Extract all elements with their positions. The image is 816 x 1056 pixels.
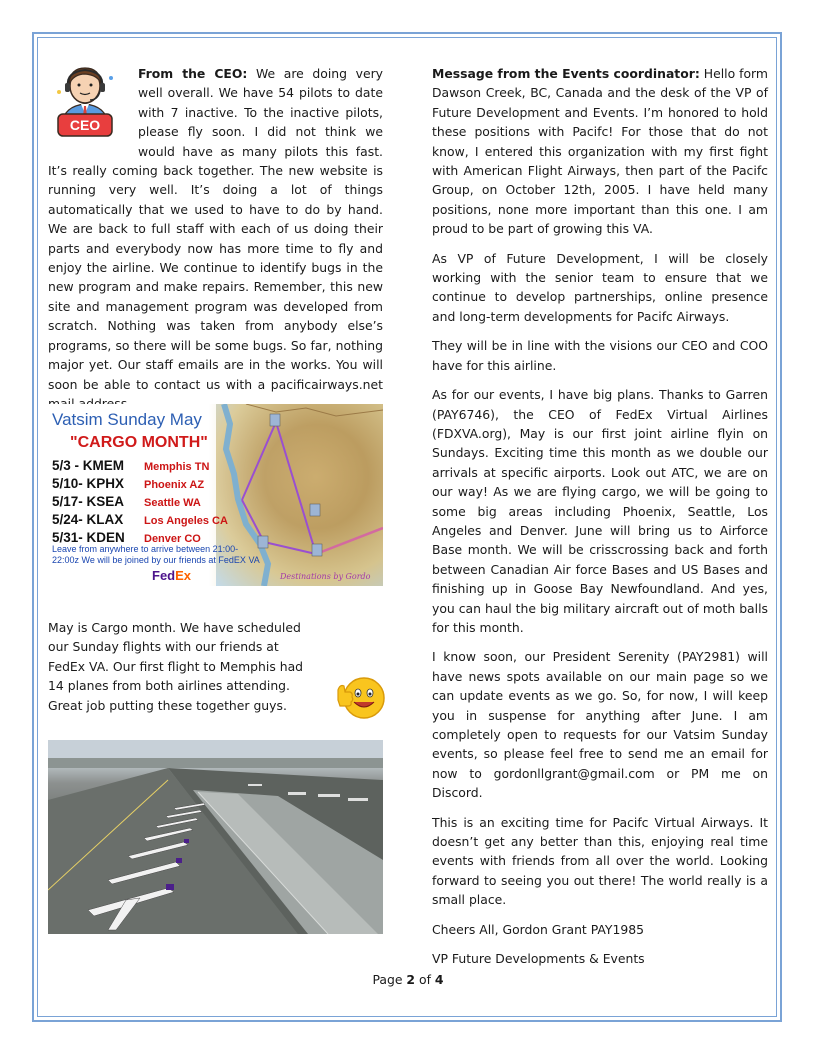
page-of: of [415, 972, 435, 987]
cargo-paragraph [48, 618, 383, 715]
events-intro-paragraph [432, 64, 768, 239]
schedule-date: 5/17- [52, 494, 83, 509]
schedule-code: KDEN [86, 530, 125, 545]
schedule-date: 5/31- [52, 530, 83, 545]
ceo-text: We are doing very well overall. We have 54 pilots to date with 7 inactive. To the inactive pilots, please fly soon. I did not think we would have as many pilots this fast. It’s really coming back together. The new website is running very well. It’s doing a lot of things automatically that we used to have to do by hand. We are back to full staff with each of us doing their parts and everybody now has more time to fly and enjoy the airline. We continue to identify bugs in the new program and make repairs. Remember, this new site and management program was developed from scratch. Nothing was taken from anybody else’s programs, so there will be some bugs. So far, nothing major yet. Our staff emails are in the works. You will soon be able to contact us with a pacificairways.net [48, 66, 383, 392]
ceo-icon [54, 64, 116, 142]
promo-title: Vatsim Sunday May [52, 410, 202, 429]
schedule-date: 5/10- [52, 476, 83, 491]
events-paragraph-4: As for our events, I have big plans. Thanks to Garren (PAY6746), the CEO of FedEx Virtual Airlines (FDXVA.org), May is our first joint airline flyin on Sundays. Exciting time this month as we double our arrivals at specific airports. Look out ATC, we are on our way! As we are flying cargo, we will be going to some big areas including Phoenix, Seattle, Los Angeles and Denver. June will bring us to Airforce Base month. We will be crisscrossing back and forth between Canadian Air force Bases and US Bases and finishing up in Goose Bay Newfoundland. And yes, you can haul the big military aircraft out of moth balls for this month. [432, 387, 768, 635]
fedex-fed: Fed [152, 568, 176, 583]
thumbs-up-smiley-icon [334, 670, 388, 724]
ceo-message [48, 64, 383, 423]
promo-signature: Destinations by Gordo [280, 572, 371, 581]
promo-note: Leave from anywhere to arrive between 21:00-22:00z We will be joined by our friends at FedEX VA [52, 544, 260, 565]
events-intro: Hello form Dawson Creek, BC, Canada and the desk of the VP of Future Development and Events. I’m honored to hold these positions with Pacifc! For those that do not know, I entered this organization with my first fight with American Flight Airways, then part of the Pacifc Group, on October 12th, 2005. I have held many positions, none more important than this one. I am proud to be part of growing this VA. [432, 66, 768, 237]
ceo-heading: From the CEO: [138, 66, 248, 81]
schedule-date: 5/24- [52, 512, 83, 527]
page-current: 2 [406, 972, 416, 987]
schedule-city: Seattle WA [144, 497, 201, 509]
cargo-text: May is Cargo month. We have scheduled our Sunday flights with our friends at FedEx VA. Our first flight to Memphis had 14 planes from both airlines attending. Great job putting these together guys. [48, 620, 304, 713]
schedule-row [52, 530, 125, 545]
ceo-icon-label: CEO [69, 117, 101, 133]
page-number [0, 972, 816, 987]
schedule-row [52, 476, 124, 491]
cargo-month-promo [48, 404, 383, 586]
events-paragraph-2: As VP of Future Development, I will be closely working with the senior team to ensure that we continue to develop partnerships, online presence and long-term developments for Pacifc Airways. [432, 250, 768, 324]
schedule-date: 5/3 - [52, 458, 80, 473]
events-message [432, 64, 768, 978]
schedule-city: Denver CO [144, 533, 201, 545]
schedule-code: KPHX [86, 476, 125, 491]
page-total: 4 [434, 972, 444, 987]
sign-off: Cheers All, Gordon Grant PAY1985 [432, 921, 645, 937]
events-heading: Message from the Events coordinator: [432, 66, 700, 81]
schedule-city: Memphis TN [144, 461, 210, 473]
events-paragraph-3: They will be in line with the visions our CEO and COO have for this airline. [432, 338, 768, 373]
events-paragraph-6: This is an exciting time for Pacifc Virtual Airways. It doesn’t get any better than this, enjoying real time events with friends from all over the world. Looking forward to seeing you out there! The world really is a small place. [432, 814, 768, 908]
fedex-ex: Ex [175, 568, 192, 583]
schedule-row [52, 458, 124, 473]
signature-title: VP Future Developments & Events [432, 951, 645, 967]
events-paragraph-5: I know soon, our President Serenity (PAY2981) will have news spots available on our main page so we can update events as we go. So, for now, I will keep you in suspense for anything after June. I am completely open to requests for our Vatsim Sunday events, so please feel free to send me an email for now to gordonllgrant@gmail.com or PM me on Discord. [432, 649, 768, 801]
page-prefix: Page [372, 972, 407, 987]
schedule-code: KMEM [82, 458, 125, 473]
schedule-city: Phoenix AZ [144, 479, 205, 491]
fedex-logo [152, 568, 191, 583]
schedule-row [52, 512, 123, 527]
schedule-code: KLAX [86, 512, 124, 527]
schedule-city: Los Angeles CA [144, 515, 228, 527]
schedule-code: KSEA [86, 494, 125, 509]
promo-subtitle: "CARGO MONTH" [70, 434, 208, 451]
airport-cargo-photo [48, 740, 383, 934]
schedule-row [52, 494, 124, 509]
